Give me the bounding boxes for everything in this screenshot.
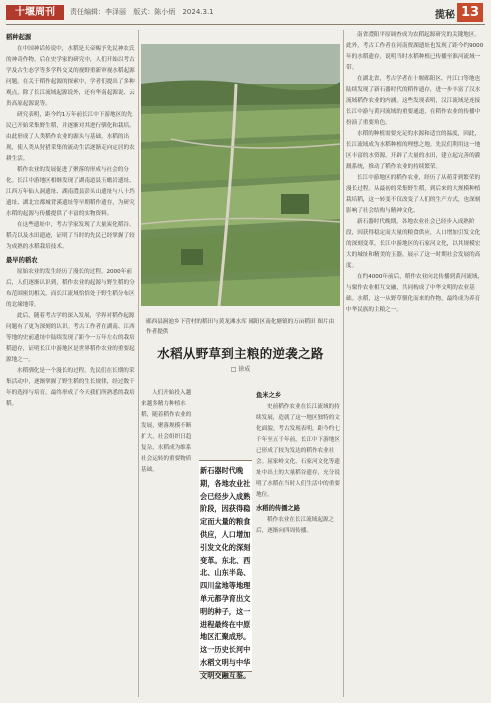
paragraph: 稻作农业的发展促进了聚落的形成与社会的分化。长江中游地区相继发现了湖南道县玉蟾岩遗址、江西万年仙人洞遗址、湖南澧县彭头山遗址与八十垱遗址、湖北宜都城背溪遗址等早期稻作遗存，为研究水稻的起源与传播提供了丰富的实物资料。 [6, 167, 135, 217]
paragraph: 水稻的种植需要充足的水源和适宜的温度，因此，长江流域成为水稻种植的理想之地。先民们利用这一地区丰富的水资源，开辟了大量的水田，建立起完善的灌溉系统，推动了稻作农业的持续繁荣。 [346, 131, 481, 170]
subheading-spread: 水稻的传播之路 [256, 505, 301, 512]
article-text-right [256, 388, 340, 698]
rice-field-illustration [141, 44, 340, 306]
page-meta [70, 7, 219, 17]
article-text-left [141, 388, 195, 698]
page-number: 13 [457, 3, 483, 22]
subheading-earliest-farmers: 最早的稻农 [6, 257, 38, 264]
pull-quote: 新石器时代晚期，各地农业社会已经步入成熟阶段，因获得稳定而大量的粮食供应，人口增加引发文化的深刻变革。东北、西北、山东半岛、四川盆地等地理单元都孕育出文明的种子，这一进程最终在中原地区汇聚成形。这一历史长河中水稻文明与中华文明交融互鉴。 [199, 460, 252, 672]
subheading-fish-rice: 鱼米之乡 [256, 392, 282, 399]
header-rule [6, 24, 485, 25]
section-title: 揽秘 [435, 10, 455, 21]
editor-credit: 责任编辑：李泽丽 [70, 8, 126, 16]
article-title: 水稻从野草到主粮的逆袭之路 [157, 346, 324, 361]
column-divider [138, 30, 139, 697]
paragraph: 在约4000年前后，稻作农业向北传播到黄河流域，与粟作农业相互交融，共同构成了中华文明的农业基础。水稻，这一从野草驯化而来的作物，最终成为养育中华民族的主粮之一。 [346, 274, 484, 313]
photo-caption: 郧西县涧池乡下营村的稻田与黄龙滩水库 郧阳区南化塘镇的万亩稻田 图片由作者提供 [146, 319, 335, 335]
issue-date: 2024.3.1 [182, 8, 214, 16]
paragraph: 新石器时代晚期，各地农业社会已经步入成熟阶段，因获得稳定而大量的粮食供应，人口增加引发文化的深刻变革。长江中游地区的石家河文化，以其规模宏大的城址和精美的玉器，展示了这一时期社会发展的高度。 [346, 219, 481, 269]
paragraph: 原始农业的发生经历了漫长的过程。2000年前后，人们逐渐认识到，稻作农业的起源与野生稻的分布范围密切相关，而长江流域恰恰处于野生稻分布区的北缘地带。 [6, 269, 135, 308]
article-author: □ 徐成 [230, 366, 251, 373]
paragraph: 史前稻作农业在长江流域的持续发展，造就了这一地区独特的文化面貌。考古发现表明，距今约七千年至五千年前，长江中下游地区已形成了较为发达的稻作农业社会。屈家岭文化、石家河文化等遗址中出土的大量稻谷遗存，充分说明了水稻在当时人们生活中的重要地位。 [256, 404, 340, 498]
aerial-rice-field-photo [141, 44, 340, 306]
paragraph: 人们开始投入越来越多精力种植水稻，随着稻作农业的发展，聚落规模不断扩大，社会组织日趋复杂，水稻成为维系社会运转的重要物质基础。 [141, 390, 192, 473]
page-header [0, 0, 491, 25]
paragraph: 在这些遗址中，考古学家发现了大量炭化稻谷、稻壳以及水田遗迹，证明了当时的先民已经掌握了较为成熟的水稻栽培技术。 [6, 222, 135, 250]
paragraph: 长江中游地区的稻作农业，经历了从萌芽到繁荣的漫长过程。从最初的采集野生稻，到后来的大规模种植栽培稻，这一转变不仅改变了人们的生产方式，也深刻影响了社会结构与精神文化。 [346, 175, 481, 214]
right-column [346, 30, 485, 697]
subheading-origin: 稻种起源 [6, 34, 32, 41]
column-divider [343, 30, 344, 697]
paragraph: 研究表明，距今约1万年前长江中下游地区的先民已开始采集野生稻，并逐渐对其进行驯化和栽培。由此形成了人类稻作农业的源头与基础。水稻的出现，使人类从狩猎采集的流动生活逐渐走向定居的农耕生活。 [6, 112, 135, 162]
paragraph: 此后，随着考古学的深入发展，学界对稻作起源问题有了更为深刻的认识。考古工作者在湖南、江西等地的史前遗址中陆续发现了距今一万年左右的栽培稻遗存，证明长江中游地区是世界稻作农业的重要起源地之一。 [6, 313, 135, 363]
paragraph: 南省澧阳平原调查成为农稻起源研究的关键地区。此外，考古工作者在河南贾湖遗址也发现了距今约9000年的水稻遗存，说明当时水稻种植已传播至淮河流域一带。 [346, 32, 484, 71]
masthead-logo: 十堰周刊 [6, 5, 64, 20]
paragraph: 在湖北省，考古学者在十堰郧阳区、丹江口等地也陆续发现了新石器时代的稻作遗存，进一步丰富了汉水流域稻作农业的内涵。这些发现表明，汉江流域是连接长江中游与黄河流域的重要通道，在稻作农业的传播中扮演了重要角色。 [346, 76, 481, 126]
paragraph: 水稻驯化是一个漫长的过程，先民们在长期的采集活动中，逐渐掌握了野生稻的生长规律，经过数千年的选择与培育，最终形成了今天我们所熟悉的栽培稻。 [6, 368, 135, 407]
designer-credit: 版式：陈小炳 [133, 8, 176, 16]
paragraph: 在中国神话传说中，水稻是天帝赐予先民神农氏的神奇作物。后在史学家的研究中，人们开始以考古学及古生态学等多学科交叉的视野重新审视水稻起源问题。在关于稻作起源的探索中，学者们提出了多种观点，除了长江流域起源说外，还有华南起源说、云贵高原起源说等。 [6, 46, 135, 107]
left-column [6, 30, 135, 697]
paragraph: 稻作农业在长江流域起源之后，逐渐向四周传播。 [256, 517, 335, 534]
